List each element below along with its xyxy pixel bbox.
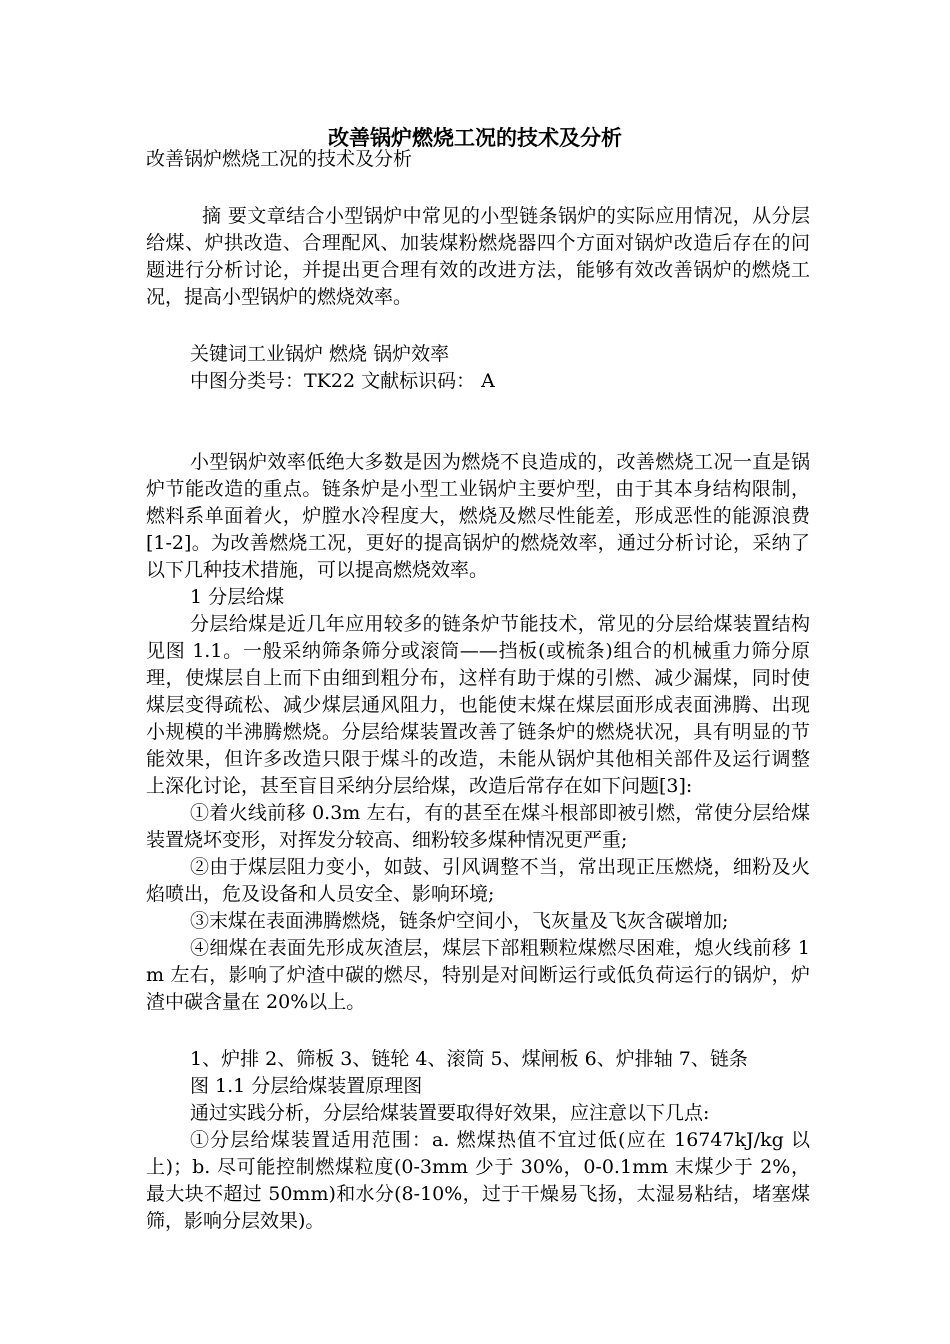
list-item: ①分层给煤装置适用范围：a. 燃煤热值不宜过低(应在 16747kJ/kg 以上)；b. 尽可能控制燃煤粒度(0-3mm 少于 30%，0-0.1mm 末煤少于 2%，最大块不超过 50mm)和水分(8-10%，过于干燥易飞扬，太湿易粘结，堵塞煤筛，影响分层效果)。 bbox=[146, 1129, 810, 1232]
spacer bbox=[146, 422, 810, 449]
body-paragraph: 分层给煤是近几年应用较多的链条炉节能技术，常见的分层给煤装置结构见图 1.1。一般采纳筛条筛分或滚筒——挡板(或梳条)组合的机械重力筛分原理，使煤层自上而下由细到粗分布，这样有助于煤的引燃、减少漏煤，同时使煤层变得疏松、减少煤层通风阻力，也能使末煤在煤层面形成表面沸腾、出现小规模的半沸腾燃烧。分层给煤装置改善了链条炉的燃烧状况，具有明显的节能效果，但许多改造只限于煤斗的改造，未能从锅炉其他相关部件及运行调整上深化讨论，甚至盲目采纳分层给煤，改造后常存在如下问题[3]: bbox=[146, 613, 810, 797]
spacer bbox=[146, 1016, 810, 1046]
figure-legend: 1、炉排 2、筛板 3、链轮 4、滚筒 5、煤闸板 6、炉排轴 7、链条 bbox=[190, 1048, 748, 1070]
section-heading: 1 分层给煤 bbox=[190, 586, 285, 608]
classification-line: 中图分类号：TK22 文献标识码： A bbox=[190, 370, 495, 392]
list-item: ①着火线前移 0.3m 左右，有的甚至在煤斗根部即被引燃，常使分层给煤装置烧坏变形，对挥发分较高、细粉较多煤种情况更严重; bbox=[146, 802, 810, 851]
list-item: ③末煤在表面沸腾燃烧，链条炉空间小，飞灰量及飞灰含碳增加; bbox=[190, 910, 729, 932]
body-paragraph: 小型锅炉效率低绝大多数是因为燃烧不良造成的，改善燃烧工况一直是锅炉节能改造的重点。链条炉是小型工业锅炉主要炉型，由于其本身结构限制，燃料系单面着火，炉膛水冷程度大，燃烧及燃尽性能差，形成恶性的能源浪费[1-2]。为改善燃烧工况，更好的提高锅炉的燃烧效率，通过分析讨论，采纳了以下几种技术措施，可以提高燃烧效率。 bbox=[146, 451, 810, 581]
list-item: ④细煤在表面先形成灰渣层，煤层下部粗颗粒煤燃尽困难，熄火线前移 1m 左右，影响了炉渣中碳的燃尽，特别是对间断运行或低负荷运行的锅炉，炉渣中碳含量在 20%以上。 bbox=[146, 937, 810, 1013]
abstract-paragraph: 摘 要文章结合小型锅炉中常见的小型链条锅炉的实际应用情况，从分层给煤、炉拱改造、合理配风、加装煤粉燃烧器四个方面对锅炉改造后存在的问题进行分析讨论，并提出更合理有效的改进方法，能够有效改善锅炉的燃烧工况，提高小型锅炉的燃烧效率。 bbox=[146, 205, 810, 308]
document-title: 改善锅炉燃烧工况的技术及分析 bbox=[328, 126, 622, 150]
list-item: ②由于煤层阻力变小，如鼓、引风调整不当，常出现正压燃烧，细粉及火焰喷出，危及设备和人员安全、影响环境; bbox=[146, 856, 810, 905]
spacer bbox=[146, 311, 810, 341]
spacer bbox=[146, 395, 810, 422]
body-paragraph: 通过实践分析，分层给煤装置要取得好效果，应注意以下几点: bbox=[190, 1102, 710, 1124]
keywords-line: 关键词工业锅炉 燃烧 锅炉效率 bbox=[190, 343, 450, 365]
spacer bbox=[146, 173, 810, 203]
document-subtitle: 改善锅炉燃烧工况的技术及分析 bbox=[146, 148, 413, 170]
document-body bbox=[146, 146, 810, 1235]
figure-caption: 图 1.1 分层给煤装置原理图 bbox=[190, 1075, 423, 1097]
